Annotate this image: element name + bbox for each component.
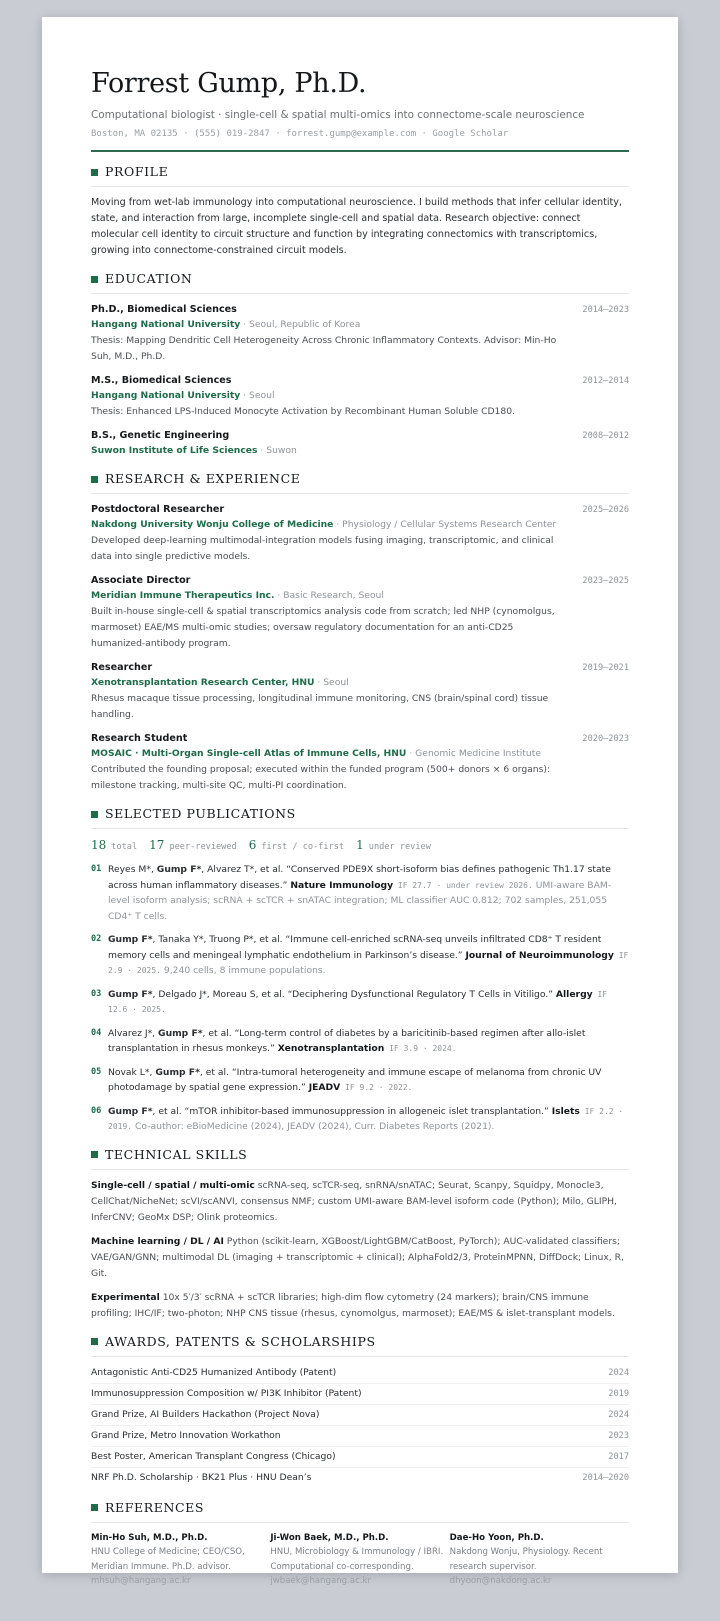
reference-affiliation: HNU College of Medicine; CEO/CSO, Meridian Immune. Ph.D. advisor. xyxy=(91,1547,245,1572)
section-square-icon xyxy=(91,1504,98,1511)
section-label: REFERENCES xyxy=(105,1499,205,1515)
reference-affiliation: HNU, Microbiology & Immunology / IBRI. Computational co-corresponding. xyxy=(270,1547,444,1572)
publication-item xyxy=(91,987,629,1018)
pub-journal: Allergy xyxy=(555,988,593,1000)
pub-citation: , Tanaka Y*, Truong P*, et al. “Immune cell-enriched scRNA-seq unveils infiltrated CD8⁺ T resident memory cells and meningeal lymphatic endothelium in Parkinson’s disease.” xyxy=(108,934,602,961)
pub-citation: , et al. “Long-term control of diabetes by a baricitinib-based regimen after allo-islet transplantation in rhesus monkeys.” xyxy=(108,1027,586,1054)
pub-meta: IF 9.2 · 2022. xyxy=(340,1083,413,1092)
reference-name: Dae-Ho Yoon, Ph.D. xyxy=(449,1532,544,1543)
pub-journal: Journal of Neuroimmunology xyxy=(465,949,614,961)
stat-label: total xyxy=(111,842,138,852)
description: Rhesus macaque tissue processing, longitudinal immune monitoring, CNS (brain/spinal cord) tissue handling. xyxy=(91,693,549,720)
award-row xyxy=(91,1468,629,1488)
description: Thesis: Mapping Dendritic Cell Heterogeneity Across Chronic Inflammatory Contexts. Advisor: Min-Ho Suh, M.D., Ph.D. xyxy=(91,335,557,362)
institution: Suwon Institute of Life Sciences xyxy=(91,445,258,456)
section-label: EDUCATION xyxy=(105,271,193,286)
award-year: 2024 xyxy=(608,1409,629,1420)
contact-line: Boston, MA 02135 · (555) 019-2847 · forrest.gump@example.com · Google Scholar xyxy=(91,129,509,139)
pub-authors: Reyes M*, xyxy=(108,864,157,875)
experience-list xyxy=(91,503,629,794)
job-title: Associate Director xyxy=(91,575,191,586)
pub-authors: Alvarez J*, xyxy=(108,1027,159,1039)
section-label: AWARDS, PATENTS & SCHOLARSHIPS xyxy=(105,1333,376,1349)
organization: Xenotransplantation Research Center, HNU xyxy=(91,677,315,688)
award-row xyxy=(91,1363,629,1384)
years: 2020–2023 xyxy=(582,734,629,744)
award-name: Antagonistic Anti-CD25 Humanized Antibody (Patent) xyxy=(91,1366,337,1378)
degree: M.S., Biomedical Sciences xyxy=(91,375,232,386)
years: 2014–2023 xyxy=(582,305,629,315)
section-square-icon xyxy=(91,1151,98,1158)
skill-group xyxy=(91,1178,629,1226)
pub-index: 06 xyxy=(91,1105,102,1116)
section-square-icon xyxy=(91,169,98,176)
location: · Basic Research, Seoul xyxy=(274,590,384,601)
pub-citation: , et al. “mTOR inhibitor-based immunosuppression in allogeneic islet transplantation.” xyxy=(152,1105,552,1117)
pub-authors: Novak L*, xyxy=(108,1066,156,1078)
pub-index: 03 xyxy=(91,988,102,999)
organization: Nakdong University Wonju College of Medicine xyxy=(91,519,334,530)
pub-meta: IF 3.9 · 2024. xyxy=(384,1044,457,1053)
section-profile-heading xyxy=(91,164,629,187)
pub-journal: Islets xyxy=(551,1105,580,1117)
pub-note: UMI-aware BAM-level isoform analysis; scRNA + scTCR + snATAC integration; ML classifier AUC 0.812; 702 samples, 251,055 CD4⁺ T cells. xyxy=(108,879,612,922)
location: · Seoul xyxy=(314,677,349,688)
award-year: 2019 xyxy=(608,1388,629,1399)
award-row xyxy=(91,1384,629,1405)
reference-card xyxy=(270,1531,449,1589)
years: 2012–2014 xyxy=(582,376,629,386)
education-entry xyxy=(91,374,629,420)
resume-page xyxy=(42,17,678,1586)
publication-item xyxy=(91,1026,629,1057)
pub-meta: IF 27.7 · under review 2026. xyxy=(393,880,533,890)
tagline: Computational biologist · single-cell & spatial multi-omics into connectome-scale neuroscience xyxy=(91,109,585,121)
description: Contributed the founding proposal; executed within the funded program (500+ donors × 6 organs): milestone tracking, multi-site QC, multi-PI coordination. xyxy=(91,764,551,791)
section-square-icon xyxy=(91,276,98,283)
organization: MOSAIC · Multi-Organ Single-cell Atlas of Immune Cells, HNU xyxy=(91,748,407,759)
education-entry xyxy=(91,429,629,459)
reference-card xyxy=(91,1531,270,1589)
job-title: Postdoctoral Researcher xyxy=(91,504,225,515)
years: 2019–2021 xyxy=(582,663,629,673)
award-row xyxy=(91,1447,629,1468)
description: Built in-house single-cell & spatial transcriptomics analysis code from scratch; led NHP (cynomolgus, marmoset) EAE/MS multi-omic studies; oversaw regulatory documentation for an anti-CD25 humanized-antibody program. xyxy=(91,606,555,649)
pub-citation: , et al. “Intra-tumoral heterogeneity and immune escape of melanoma from chronic UV photodamage by spatial gene expression.” xyxy=(108,1066,602,1093)
pub-note: Co-author: eBioMedicine (2024), JEADV (2024), Curr. Diabetes Reports (2021). xyxy=(132,1121,495,1132)
pub-journal: JEADV xyxy=(308,1082,341,1093)
stat-label: peer-reviewed xyxy=(169,842,237,852)
pub-meta: IF 2.9 · 2025. xyxy=(108,950,629,975)
skill-list: scRNA-seq, scTCR-seq, snRNA/snATAC; Seurat, Scanpy, Squidpy, Monocle3, CellChat/NicheNet; scVI/scANVI, consensus NMF; custom UMI-aware BAM-level isoform code (Python); Milo, GLIPH, InferCNV; GeoMx DSP; Olink proteomics. xyxy=(91,1179,617,1223)
reference-card xyxy=(450,1531,629,1589)
section-skills-heading xyxy=(91,1147,629,1170)
publication-item xyxy=(91,1065,629,1096)
references-list xyxy=(91,1531,629,1589)
stat-label: first / co-first xyxy=(261,842,345,852)
organization: Meridian Immune Therapeutics Inc. xyxy=(91,590,275,601)
award-row xyxy=(91,1405,629,1426)
pub-self-author: Gump F* xyxy=(108,988,153,1000)
reference-email[interactable]: dhyoon@nakdong.ac.kr xyxy=(449,1576,552,1586)
education-entry xyxy=(91,303,629,365)
pub-citation: , Alvarez T*, et al. “Conserved PDE9X short-isoform bias defines pathogenic Th1.17 state across human inflammatory diseases.” xyxy=(108,864,611,891)
experience-entry xyxy=(91,574,629,652)
pub-self-author: Gump F* xyxy=(108,934,153,945)
skill-group xyxy=(91,1290,629,1322)
location: · Genomic Medicine Institute xyxy=(406,748,541,759)
pub-citation: , Delgado J*, Moreau S, et al. “Deciphering Dysfunctional Regulatory T Cells in Vitiligo.” xyxy=(152,988,556,1000)
skill-group xyxy=(91,1234,629,1282)
section-publications-heading xyxy=(91,806,629,829)
years: 2023–2025 xyxy=(582,576,629,586)
award-year: 2014–2020 xyxy=(582,1472,629,1483)
institution: Hangang National University xyxy=(91,390,241,401)
pub-self-author: Gump F* xyxy=(158,1027,203,1039)
job-title: Researcher xyxy=(91,662,153,673)
awards-list xyxy=(91,1363,629,1488)
section-references-heading xyxy=(91,1500,629,1523)
reference-email[interactable]: jwbaek@hangang.ac.kr xyxy=(270,1576,372,1586)
skill-category: Single-cell / spatial / multi-omic xyxy=(91,1179,255,1191)
section-label: PROFILE xyxy=(105,164,169,179)
description: Developed deep-learning multimodal-integration models fusing imaging, transcriptomic, and clinical data into single predictive models. xyxy=(91,535,554,562)
location: · Seoul, Republic of Korea xyxy=(240,319,361,330)
reference-affiliation: Nakdong Wonju, Physiology. Recent research supervisor. xyxy=(449,1547,603,1572)
stat-number: 1 xyxy=(356,838,364,852)
stat-number: 18 xyxy=(91,838,107,852)
section-experience-heading xyxy=(91,471,629,494)
reference-name: Min-Ho Suh, M.D., Ph.D. xyxy=(91,1532,208,1543)
header-rule xyxy=(91,150,629,152)
pub-meta: IF 12.6 · 2025. xyxy=(108,989,608,1014)
stat-number: 17 xyxy=(149,838,165,852)
section-label: TECHNICAL SKILLS xyxy=(105,1146,248,1162)
section-square-icon xyxy=(91,476,98,483)
publication-stats xyxy=(91,838,629,854)
section-awards-heading xyxy=(91,1334,629,1357)
profile-text: Moving from wet-lab immunology into computational neuroscience. I build methods that infer cellular identity, state, and interaction from large, incomplete single-cell and spatial data. Research objective: connect molecular cell identity to circuit structure and function by integrating connectomics with transcriptomics, growing into connectome-constrained circuit models. xyxy=(91,197,622,256)
reference-name: Ji-Won Baek, M.D., Ph.D. xyxy=(270,1532,389,1543)
degree: Ph.D., Biomedical Sciences xyxy=(91,304,237,315)
skill-category: Machine learning / DL / AI xyxy=(91,1235,224,1247)
description: Thesis: Enhanced LPS-Induced Monocyte Activation by Recombinant Human Soluble CD180. xyxy=(91,406,516,417)
reference-email[interactable]: mhsuh@hangang.ac.kr xyxy=(91,1576,191,1586)
pub-index: 01 xyxy=(91,864,102,874)
pub-journal: Xenotransplantation xyxy=(277,1043,385,1054)
pub-journal: Nature Immunology xyxy=(290,879,394,891)
job-title: Research Student xyxy=(91,733,188,744)
skill-list: 10x 5′/3′ scRNA + scTCR libraries; high-dim flow cytometry (24 markers); brain/CNS immune profiling; IHC/IF; two-photon; NHP CNS tissue (rhesus, cynomolgus, marmoset); EAE/MS & islet-transplant models. xyxy=(91,1291,615,1319)
section-education-heading xyxy=(91,271,629,294)
location: · Physiology / Cellular Systems Research Center xyxy=(333,519,557,530)
candidate-name: Forrest Gump, Ph.D. xyxy=(91,68,367,99)
pub-index: 02 xyxy=(91,934,102,944)
experience-entry xyxy=(91,732,629,794)
pub-index: 05 xyxy=(91,1066,102,1077)
pub-note: 9,240 cells, 8 immune populations. xyxy=(160,965,326,976)
institution: Hangang National University xyxy=(91,319,241,330)
pub-index: 04 xyxy=(91,1027,102,1038)
award-name: Grand Prize, Metro Innovation Workathon xyxy=(91,1429,281,1441)
publication-item xyxy=(91,932,629,979)
education-list xyxy=(91,303,629,459)
section-square-icon xyxy=(91,811,98,818)
stat-number: 6 xyxy=(248,838,257,852)
skill-category: Experimental xyxy=(91,1291,160,1303)
pub-meta: IF 2.2 · 2019. xyxy=(108,1106,624,1131)
award-name: NRF Ph.D. Scholarship · BK21 Plus · HNU Dean’s xyxy=(91,1471,312,1483)
section-label: SELECTED PUBLICATIONS xyxy=(105,806,296,821)
section-square-icon xyxy=(91,1338,98,1345)
award-name: Immunosuppression Composition w/ PI3K Inhibitor (Patent) xyxy=(91,1387,362,1399)
award-year: 2024 xyxy=(608,1367,629,1378)
award-name: Grand Prize, AI Builders Hackathon (Project Nova) xyxy=(91,1408,320,1420)
section-label: RESEARCH & EXPERIENCE xyxy=(105,471,301,486)
publication-item xyxy=(91,1104,629,1135)
pub-self-author: Gump F* xyxy=(108,1105,153,1117)
location: · Seoul xyxy=(240,390,275,401)
location: · Suwon xyxy=(257,445,297,456)
award-row xyxy=(91,1426,629,1447)
publication-item xyxy=(91,862,629,924)
years: 2025–2026 xyxy=(582,505,629,515)
award-name: Best Poster, American Transplant Congress (Chicago) xyxy=(91,1450,336,1462)
experience-entry xyxy=(91,503,629,565)
award-year: 2017 xyxy=(608,1451,629,1462)
publication-list xyxy=(91,862,629,1135)
skill-list: Python (scikit-learn, XGBoost/LightGBM/CatBoost, PyTorch); AUC-validated classifiers; VAE/GAN/GNN; multimodal DL (imaging + transcriptomic + clinical); AlphaFold2/3, ProteinMPNN, DiffDock; Linux, R, Git. xyxy=(91,1235,624,1279)
stat-label: under review xyxy=(368,842,431,852)
pub-self-author: Gump F* xyxy=(156,864,202,875)
years: 2008–2012 xyxy=(582,431,629,441)
experience-entry xyxy=(91,661,629,723)
pub-self-author: Gump F* xyxy=(155,1066,200,1078)
degree: B.S., Genetic Engineering xyxy=(91,430,230,441)
award-year: 2023 xyxy=(608,1430,629,1441)
